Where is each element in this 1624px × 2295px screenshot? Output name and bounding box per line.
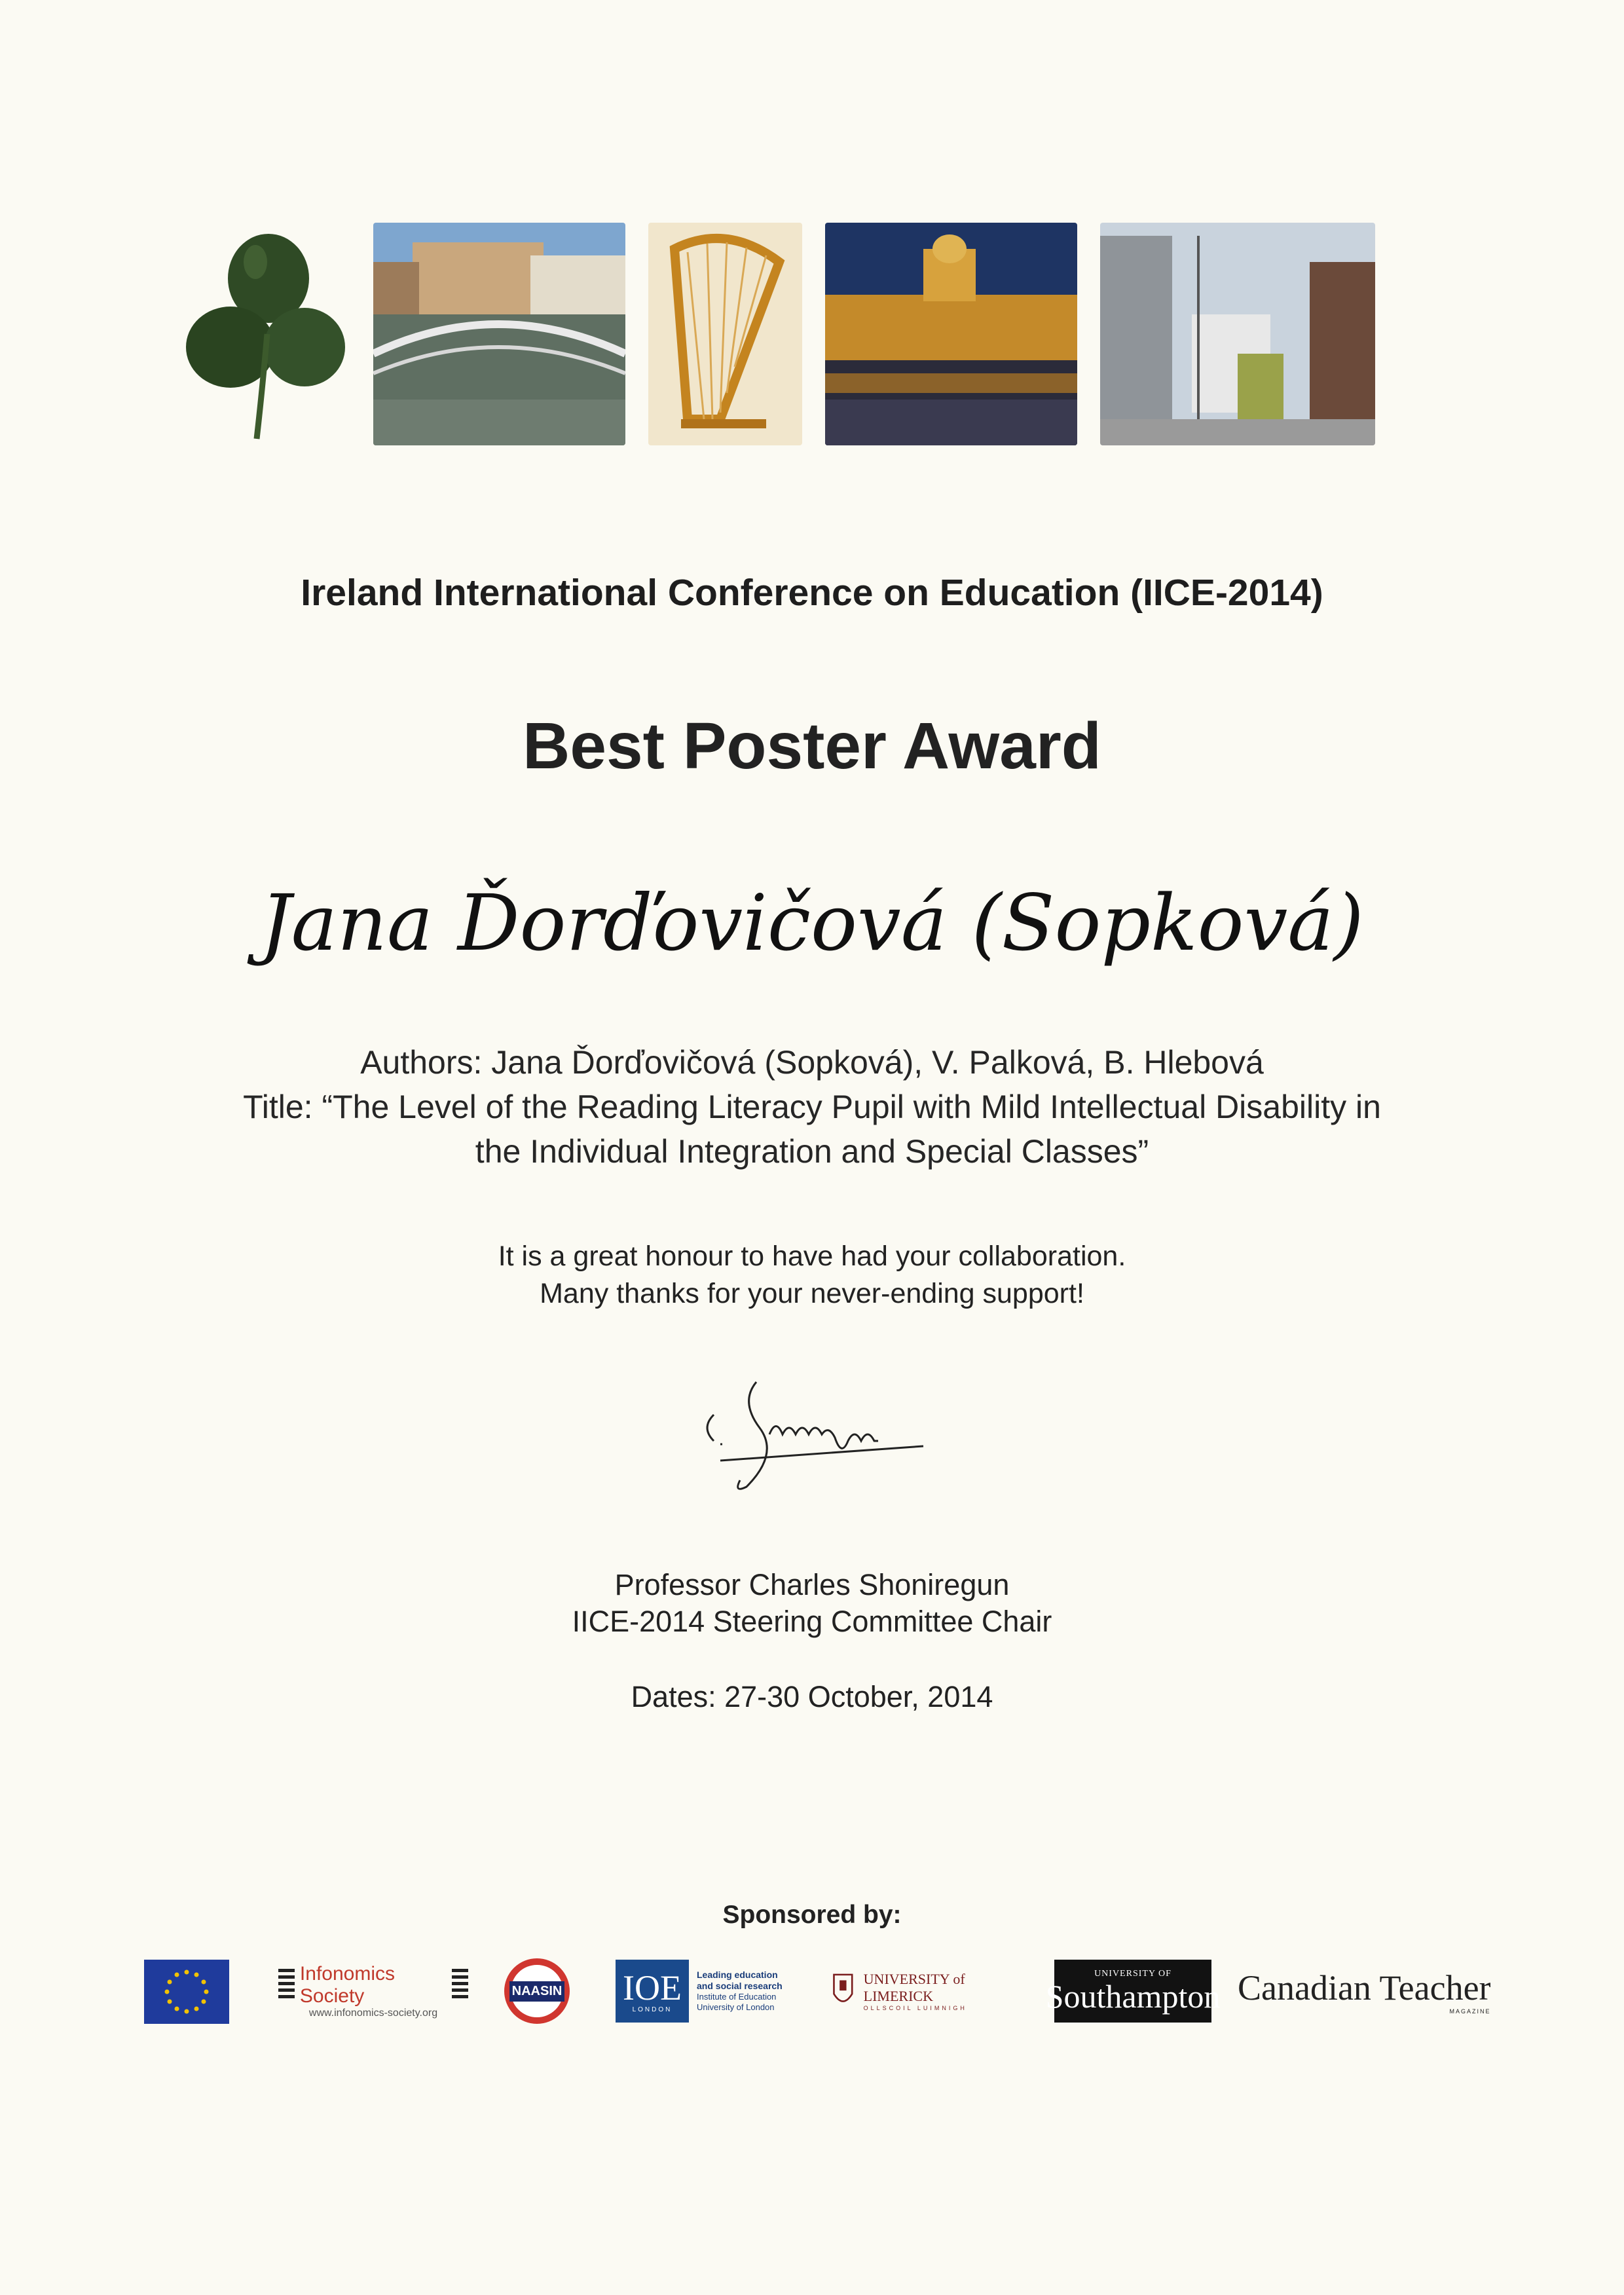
conference-dates: Dates: 27-30 October, 2014	[631, 1680, 993, 1713]
ioe-mark-text: IOE	[623, 1968, 682, 2007]
naasin-label: NAASIN	[509, 1981, 565, 2002]
chair-block	[0, 1567, 1624, 1640]
soton-top: UNIVERSITY OF	[1094, 1969, 1172, 1979]
stripes-icon	[278, 1969, 295, 2002]
title-line-2: the Individual Integration and Special Classes”	[475, 1133, 1149, 1170]
thanks-line-1: It is a great honour to have had your collaboration.	[498, 1241, 1126, 1272]
ioe-tagline	[697, 1969, 783, 2013]
ioe-tag-1: Leading education	[697, 1969, 778, 1980]
harp-photo	[648, 223, 802, 445]
sponsored-label: Sponsored by:	[722, 1901, 902, 1929]
university-of-southampton-logo	[1045, 1960, 1221, 2023]
infonomics-name: Infonomics Society	[299, 1963, 395, 2007]
infonomics-url: www.infonomics-society.org	[308, 2007, 438, 2019]
thanks-message	[0, 1238, 1624, 1313]
authors-line: Authors: Jana Ďorďovičová (Sopková), V. Palková, B. Hlebová	[360, 1044, 1264, 1081]
chair-name: Professor Charles Shoniregun	[614, 1568, 1010, 1601]
shamrock-image	[183, 223, 354, 445]
ioe-tag-2: and social research	[697, 1981, 783, 1991]
canadian-teacher-logo	[1238, 1952, 1491, 2030]
canadian-teacher-sub: MAGAZINE	[1449, 2008, 1491, 2015]
soton-name: Southampton	[1045, 1978, 1221, 2015]
ioe-tag-3: Institute of Education	[697, 1992, 777, 2002]
university-of-limerick-logo	[832, 1952, 1015, 2030]
ioe-city: LONDON	[632, 2006, 673, 2013]
infonomics-society-logo	[278, 1952, 468, 2030]
thanks-line-2: Many thanks for your never-ending support!	[540, 1278, 1084, 1309]
eu-flag-logo	[144, 1960, 229, 2024]
handwritten-signature	[694, 1356, 930, 1500]
tram-street-photo	[1100, 223, 1375, 445]
custom-house-photo	[825, 223, 1077, 445]
stripes-icon	[452, 1969, 468, 2002]
sponsor-logos	[0, 1952, 1624, 2043]
limerick-name: UNIVERSITY of LIMERICK	[863, 1971, 965, 2004]
header-photo-strip	[183, 216, 1388, 452]
ioe-logo	[616, 1952, 799, 2030]
naasin-logo	[501, 1952, 573, 2030]
limerick-crest-icon	[832, 1968, 855, 2014]
paper-info	[0, 1040, 1624, 1174]
bridge-photo	[373, 223, 625, 445]
ioe-tag-4: University of London	[697, 2002, 775, 2012]
canadian-teacher-name: Canadian Teacher	[1238, 1968, 1491, 2007]
ioe-mark	[616, 1960, 689, 2023]
naasin-roundel-icon	[504, 1958, 570, 2024]
award-title: Best Poster Award	[523, 709, 1101, 783]
limerick-sub: OLLSCOIL LUIMNIGH	[863, 2005, 967, 2011]
conference-title: Ireland International Conference on Education (IICE-2014)	[301, 572, 1323, 614]
recipient-name: Jana Ďorďovičová (Sopková)	[260, 878, 1364, 968]
chair-role: IICE-2014 Steering Committee Chair	[572, 1605, 1052, 1638]
title-line-1: Title: “The Level of the Reading Literacy Pupil with Mild Intellectual Disability in	[243, 1089, 1381, 1125]
